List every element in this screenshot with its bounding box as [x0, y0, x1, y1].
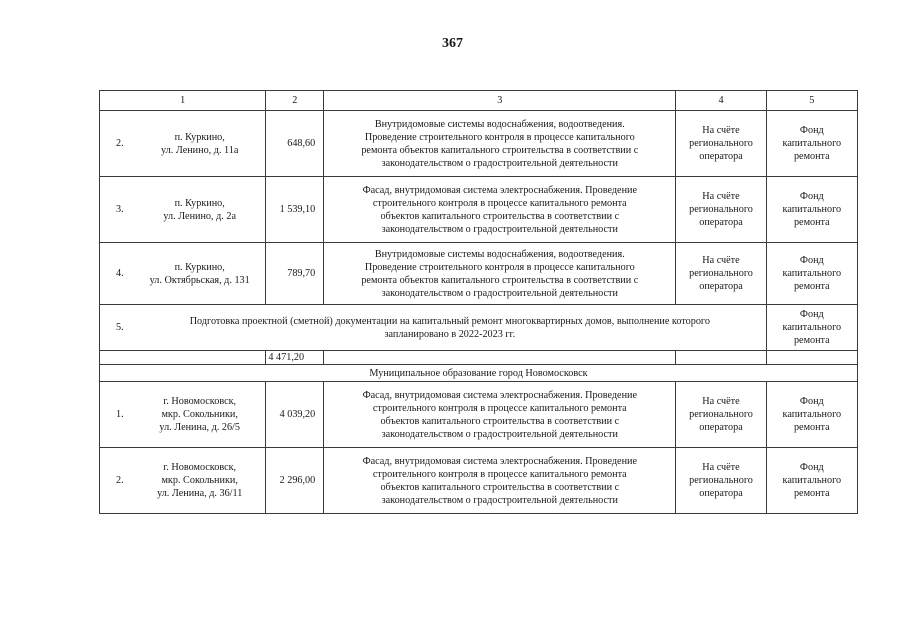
funding-source-line: Фонд: [799, 396, 824, 407]
design-docs-text: [136, 315, 764, 341]
funding-source-line: капитального: [782, 204, 842, 215]
table-row: [100, 305, 858, 351]
empty-cell: [324, 351, 676, 365]
funding-source-line: ремонта: [793, 151, 830, 162]
account-line: оператора: [699, 488, 743, 499]
work-description-line: законодательством о градостроительной деятельности: [381, 157, 618, 169]
funding-source-line: Фонд: [799, 255, 824, 266]
work-description-line: Фасад, внутридомовая система электроснабжения. Проведение: [362, 455, 637, 467]
address-line: ул. Ленина, д. 26/5: [159, 422, 240, 433]
address-line: п. Куркино,: [174, 131, 225, 143]
amount-cell: 789,70: [266, 243, 324, 305]
amount-cell: 1 539,10: [266, 177, 324, 243]
total-amount: 4 471,20: [266, 351, 324, 365]
work-description-line: Фасад, внутридомовая система электроснабжения. Проведение: [362, 184, 637, 196]
funding-source-line: капитального: [782, 475, 842, 486]
address-line: ул. Ленино, д. 2а: [163, 210, 237, 222]
address-line: ул. Ленина, д. 36/11: [157, 488, 243, 499]
work-description-line: объектов капитального строительства в соответствии с: [380, 210, 620, 222]
work-description-line: Проведение строительного контроля в процессе капитального: [364, 261, 635, 273]
work-description-line: строительного контроля в процессе капитального ремонта: [372, 402, 627, 414]
empty-cell: [676, 351, 766, 365]
funding-source-cell: [766, 305, 857, 351]
account-line: оператора: [699, 151, 743, 162]
header-row: [100, 91, 858, 111]
work-description-line: объектов капитального строительства в соответствии с: [380, 415, 620, 427]
funding-source-line: Фонд: [799, 125, 824, 136]
header-cell-1: 1: [100, 91, 266, 111]
address: [136, 261, 263, 287]
header-cell-2: 2: [266, 91, 324, 111]
account-line: оператора: [699, 217, 743, 228]
funding-source-line: ремонта: [793, 281, 830, 292]
work-description-line: объектов капитального строительства в соответствии с: [380, 481, 620, 493]
funding-source-line: ремонта: [793, 422, 830, 433]
amount-cell: 4 039,20: [266, 382, 324, 448]
address: [136, 461, 263, 500]
work-description-line: Внутридомовые системы водоснабжения, водоотведения.: [374, 118, 625, 130]
account-cell: [676, 111, 766, 177]
address-line: ул. Октябрьская, д. 131: [149, 274, 250, 286]
address-cell: [100, 382, 266, 448]
funding-source-line: ремонта: [793, 217, 830, 228]
work-description-cell: [324, 448, 676, 514]
funding-source-line: капитального: [782, 138, 842, 149]
work-description-line: законодательством о градостроительной деятельности: [381, 287, 618, 299]
address-line: п. Куркино,: [174, 261, 225, 273]
address-cell: [100, 111, 266, 177]
account-cell: [676, 448, 766, 514]
account-line: На счёте: [702, 255, 740, 266]
address: [136, 197, 263, 223]
header-cell-5: 5: [766, 91, 857, 111]
funding-source-line: капитального: [782, 322, 842, 333]
funding-source-line: Фонд: [799, 462, 824, 473]
header-cell-3: 3: [324, 91, 676, 111]
page-number: 367: [442, 36, 463, 51]
header-cell-4: 4: [676, 91, 766, 111]
address-cell: [100, 243, 266, 305]
funding-source-cell: [766, 111, 857, 177]
address: [136, 131, 263, 157]
row-number: 2.: [116, 138, 124, 149]
funding-source-line: ремонта: [793, 488, 830, 499]
funding-source-cell: [766, 448, 857, 514]
account-line: На счёте: [702, 191, 740, 202]
work-description-line: ремонта объектов капитального строительства в соответствии с: [361, 144, 639, 156]
account-line: регионального: [689, 138, 753, 149]
funding-source-line: капитального: [782, 268, 842, 279]
work-description-line: Внутридомовые системы водоснабжения, водоотведения.: [374, 248, 625, 260]
work-description-cell: [324, 111, 676, 177]
work-description-line: законодательством о градостроительной деятельности: [381, 494, 618, 506]
address-line: мкр. Сокольники,: [161, 475, 238, 486]
design-docs-line: запланировано в 2022-2023 гг.: [384, 328, 516, 340]
municipality-row: [100, 365, 858, 382]
address-line: п. Куркино,: [174, 197, 225, 209]
account-line: оператора: [699, 281, 743, 292]
empty-cell: [100, 351, 266, 365]
work-description-line: строительного контроля в процессе капитального ремонта: [372, 468, 627, 480]
table-row: [100, 177, 858, 243]
funding-source-cell: [766, 382, 857, 448]
address-line: г. Новомосковск,: [163, 462, 237, 473]
account-cell: [676, 243, 766, 305]
account-line: На счёте: [702, 125, 740, 136]
work-description-line: Фасад, внутридомовая система электроснабжения. Проведение: [362, 389, 637, 401]
municipality-title: Муниципальное образование город Новомосковск: [100, 365, 858, 382]
empty-cell: [766, 351, 857, 365]
amount-cell: 2 296,00: [266, 448, 324, 514]
address-line: г. Новомосковск,: [163, 396, 237, 407]
work-description-line: законодательством о градостроительной деятельности: [381, 223, 618, 235]
address-cell: [100, 177, 266, 243]
address-line: ул. Ленино, д. 11а: [161, 144, 239, 156]
funding-source-cell: [766, 177, 857, 243]
work-description-cell: [324, 382, 676, 448]
work-description-line: ремонта объектов капитального строительства в соответствии с: [361, 274, 639, 286]
funding-source-line: ремонта: [793, 335, 830, 346]
account-cell: [676, 177, 766, 243]
design-docs-line: Подготовка проектной (сметной) документации на капитальный ремонт многоквартирных домов, выполнение которого: [189, 315, 710, 327]
work-description-line: строительного контроля в процессе капитального ремонта: [372, 197, 627, 209]
account-cell: [676, 382, 766, 448]
design-docs-cell: [100, 305, 767, 351]
account-line: регионального: [689, 204, 753, 215]
total-row: [100, 351, 858, 365]
funding-source-line: Фонд: [799, 309, 824, 320]
amount-cell: 648,60: [266, 111, 324, 177]
account-line: оператора: [699, 422, 743, 433]
row-number: 3.: [116, 204, 124, 215]
account-line: На счёте: [702, 462, 740, 473]
account-line: регионального: [689, 409, 753, 420]
work-description-cell: [324, 243, 676, 305]
funding-source-line: Фонд: [799, 191, 824, 202]
account-line: регионального: [689, 475, 753, 486]
funding-source-cell: [766, 243, 857, 305]
account-line: регионального: [689, 268, 753, 279]
account-line: На счёте: [702, 396, 740, 407]
row-number: 5.: [116, 322, 124, 333]
row-number: 1.: [116, 409, 124, 420]
table-row: [100, 382, 858, 448]
address-line: мкр. Сокольники,: [161, 409, 238, 420]
row-number: 4.: [116, 268, 124, 279]
funding-source-line: капитального: [782, 409, 842, 420]
address-cell: [100, 448, 266, 514]
repair-plan-table: [99, 90, 858, 514]
address: [136, 395, 263, 434]
row-number: 2.: [116, 475, 124, 486]
table-row: [100, 111, 858, 177]
work-description-line: законодательством о градостроительной деятельности: [381, 428, 618, 440]
work-description-cell: [324, 177, 676, 243]
work-description-line: Проведение строительного контроля в процессе капитального: [364, 131, 635, 143]
table-row: [100, 448, 858, 514]
table-row: [100, 243, 858, 305]
